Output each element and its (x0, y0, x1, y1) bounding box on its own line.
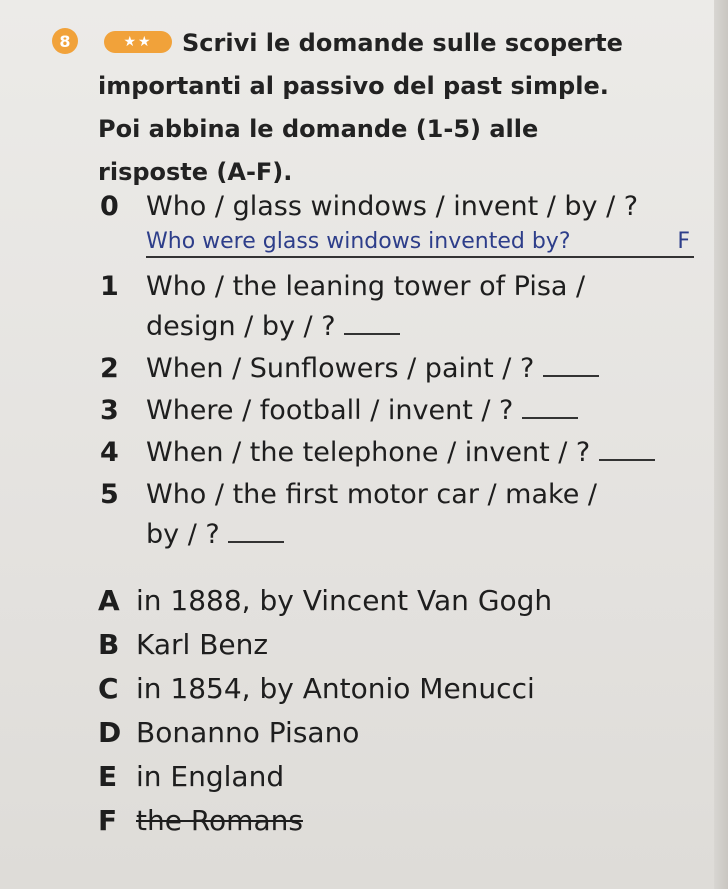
instruction-line-2: importanti al passivo del past simple. (98, 72, 609, 100)
exercise-instruction (98, 22, 678, 194)
question-number: 2 (100, 353, 119, 384)
option-letter: C (98, 672, 119, 705)
option-letter: B (98, 628, 120, 661)
question-text-line-1: Who / the leaning tower of Pisa / (146, 271, 586, 302)
answer-option-b (98, 628, 268, 661)
option-text: in England (136, 760, 285, 793)
question-1-cont (146, 310, 400, 344)
question-4 (100, 436, 655, 470)
question-number: 0 (100, 191, 119, 222)
answer-blank[interactable] (599, 437, 655, 461)
answer-option-f (98, 804, 303, 837)
question-5-cont (146, 518, 284, 552)
answer-option-c (98, 672, 535, 705)
question-text-line-1: Who / the first motor car / make / (146, 479, 597, 510)
answer-option-d (98, 716, 359, 749)
question-text: Where / football / invent / ? (146, 395, 514, 426)
instruction-line-3: Poi abbina le domande (1-5) alle (98, 115, 539, 143)
example-answer (146, 229, 694, 258)
question-text-line-2: design / by / ? (146, 311, 336, 342)
question-number: 3 (100, 395, 119, 426)
question-3 (100, 394, 578, 428)
example-answer-text: Who were glass windows invented by? (146, 229, 571, 254)
answer-blank[interactable] (228, 519, 284, 543)
option-letter: A (98, 584, 120, 617)
option-text: Bonanno Pisano (136, 716, 360, 749)
difficulty-stars-badge: ★★ (104, 31, 172, 53)
option-text: Karl Benz (136, 628, 269, 661)
question-text: Who / glass windows / invent / by / ? (146, 191, 639, 222)
question-text: When / Sunflowers / paint / ? (146, 353, 535, 384)
answer-blank[interactable] (543, 353, 599, 377)
question-2 (100, 352, 599, 386)
question-text-line-2: by / ? (146, 519, 220, 550)
page-edge (714, 0, 728, 889)
answer-option-e (98, 760, 284, 793)
option-letter: F (98, 804, 118, 837)
instruction-line-1: Scrivi le domande sulle scoperte (182, 29, 623, 57)
question-1 (100, 270, 585, 304)
question-text: When / the telephone / invent / ? (146, 437, 591, 468)
option-letter: E (98, 760, 118, 793)
instruction-line-4: risposte (A-F). (98, 158, 293, 186)
answer-blank[interactable] (522, 395, 578, 419)
answer-option-a (98, 584, 552, 617)
example-answer-letter: F (677, 229, 690, 254)
option-text: in 1888, by Vincent Van Gogh (136, 584, 553, 617)
answer-blank[interactable] (344, 311, 400, 335)
option-text-crossed-out: the Romans (136, 804, 303, 837)
option-letter: D (98, 716, 122, 749)
question-number: 4 (100, 437, 119, 468)
question-number: 5 (100, 479, 119, 510)
exercise-number-badge: 8 (52, 28, 78, 54)
question-number: 1 (100, 271, 119, 302)
question-0 (100, 190, 638, 224)
question-5 (100, 478, 597, 512)
option-text: in 1854, by Antonio Menucci (136, 672, 535, 705)
